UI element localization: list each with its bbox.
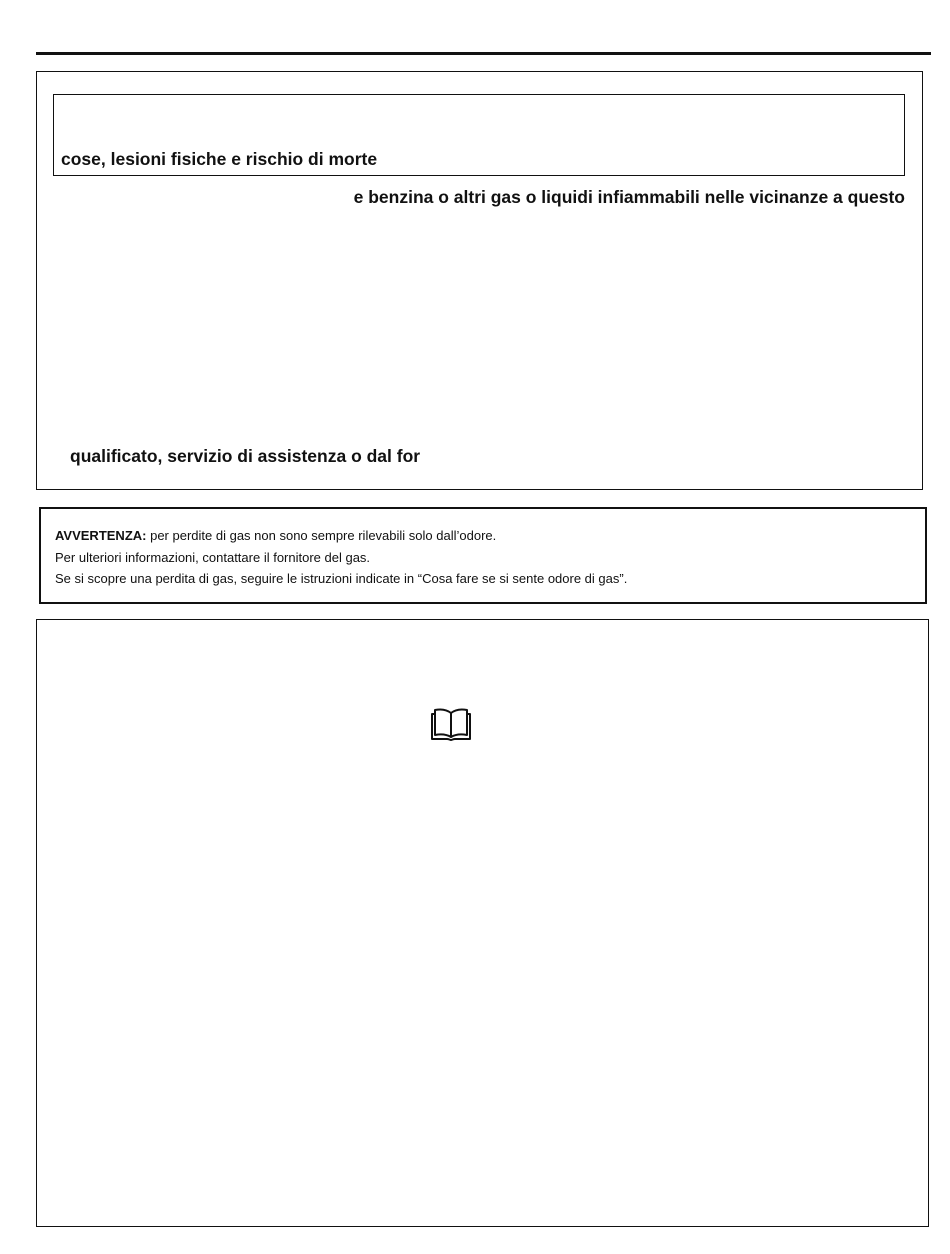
manual-box [36, 619, 929, 1227]
safety-warning-box [36, 71, 923, 490]
warning-label: AVVERTENZA: [55, 528, 147, 543]
safety-text-line: qualificato, servizio di assistenza o dal for [70, 446, 421, 466]
safety-header-box [53, 94, 905, 176]
warning-line-1-text: per perdite di gas non sono sempre rilevabili solo dall’odore. [146, 528, 497, 543]
gas-warning-text [55, 525, 627, 590]
gas-warning-line-2: Per ulteriori informazioni, contattare il fornitore del gas. [55, 549, 371, 565]
gas-warning-box [39, 507, 927, 604]
safety-header-text: cose, lesioni fisiche e rischio di morte [61, 149, 378, 169]
gas-warning-line-1 [55, 525, 627, 547]
gas-warning-line-3: Se si scopre una perdita di gas, seguire le istruzioni indicate in “Cosa fare se si sente odore di gas”. [55, 571, 628, 586]
safety-text-line: e benzina o altri gas o liquidi infiammabili nelle vicinanze a questo [353, 187, 905, 207]
book-icon [430, 706, 472, 742]
top-rule [36, 52, 931, 55]
